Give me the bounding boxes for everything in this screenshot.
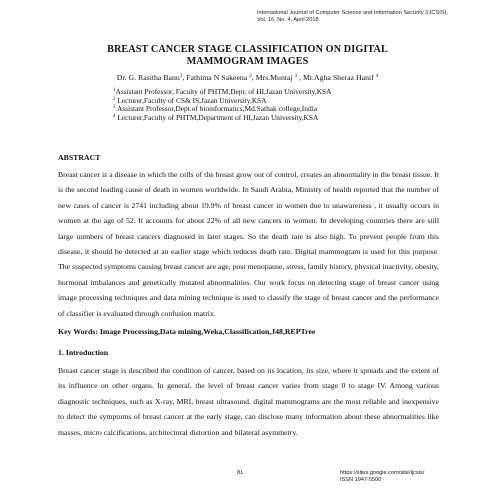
abstract-heading: ABSTRACT <box>58 153 101 162</box>
footer-issn: ISSN 1947-5500 <box>340 477 382 483</box>
page-number: 81 <box>237 470 244 476</box>
journal-name: International Journal of Computer Science and Information Security (IJCSIS), <box>257 10 448 16</box>
footer-info <box>340 470 490 484</box>
footer-url: https://sites.google.com/site/ijcsis/ <box>340 470 425 476</box>
author-3: , Mrs.Muntaj <box>251 73 295 82</box>
affiliation-2-mark: 2 <box>113 96 116 102</box>
journal-header <box>257 10 487 24</box>
affiliation-list <box>113 88 443 122</box>
author-2-mark: 2 <box>249 74 252 79</box>
affiliation-4-mark: 4 <box>113 113 116 119</box>
author-2: , Fathima N Sakeena <box>182 73 250 82</box>
affiliation-2-text: Lecturer,Faculty of CS& IS,Jazan University,KSA <box>115 95 267 105</box>
title-line-2: MAMMOGRAM IMAGES <box>186 56 309 67</box>
affiliation-3-mark: 3 <box>113 105 116 111</box>
affiliation-4-text: Lecturer,Faculty of PHTM,Department of HI,Jazan University,KSA <box>115 112 319 122</box>
abstract-body: Breast cancer is a disease in which the cells of the breast grow out of control, creates an abnormality in the breast tissue. It is the second leading cause of death in women worldwide. In Saudi Arabia, Ministry of health reported that the number of new cases of cancer is 2741 including about 19.9% of breast cancer in women due to unawareness , it usually occurs in women at the age of 52. It accounts for about 22% of all new cancers in women. In developing countries there are still large numbers of breast cancers diagnosed in later stages. So the death rate is also high. To prevent people from this disease, it should be detected at an earlier stage which reduces death rate. Digital mammogram is used for this purpose. The suspected symptoms causing breast cancer are age, post menopause, stress, family history, physical inactivity, obesity, hormonal imbalances and genetically mutated abnormalities. Our work focus on detecting stage of breast cancer using image processing techniques and data mining technique is used to classify the stage of breast cancer and the performance of classifier is evaluated through confusion matrix. <box>58 170 439 318</box>
keywords: Key Words: Image Processing,Data mining,Weka,Classification,J48,REPTree <box>58 327 316 336</box>
author-list <box>30 73 465 83</box>
title-line-1: BREAST CANCER STAGE CLASSIFICATION ON DIGITAL <box>107 44 388 55</box>
author-1: Dr. G. Rasitha Banu <box>116 73 180 82</box>
author-4-mark: 4 <box>375 74 379 79</box>
author-4: , Mr.Agha Sheraz Hanif <box>297 73 376 82</box>
affiliation-4 <box>113 114 443 123</box>
affiliation-1-text: Assistant Professor, Faculty of PHTM,Dept. of HI,Jazan University,KSA <box>115 87 332 96</box>
section-heading-introduction: 1. Introduction <box>58 348 109 357</box>
paper-title <box>40 44 455 68</box>
author-3-mark: 3 <box>294 74 298 79</box>
introduction-body: Breast cancer stage is described the condition of cancer, based on its location, its size, where it spreads and the extent of its influence on other organs. In general, the level of breast cancer varies from stage 0 to stage IV. Among various diagnostic techniques, such as X-ray, MRI, breast ultrasound, digital mammograms are the most reliable and inexpensive to detect the symptoms of breast cancer at the early stage, can disclose many information about these abnormalities like masses, micro calcifications, architectural distortion and bilateral asymmetry. <box>58 366 439 437</box>
author-1-mark: 1 <box>179 74 183 79</box>
journal-volume: Vol. 16, No. 4, April 2018 <box>257 17 319 23</box>
affiliation-1-mark: 1 <box>113 88 116 93</box>
affiliation-3-text: Assistant Professor,Dept.of bioinformatics,Md.Sathak college,India <box>115 104 317 114</box>
